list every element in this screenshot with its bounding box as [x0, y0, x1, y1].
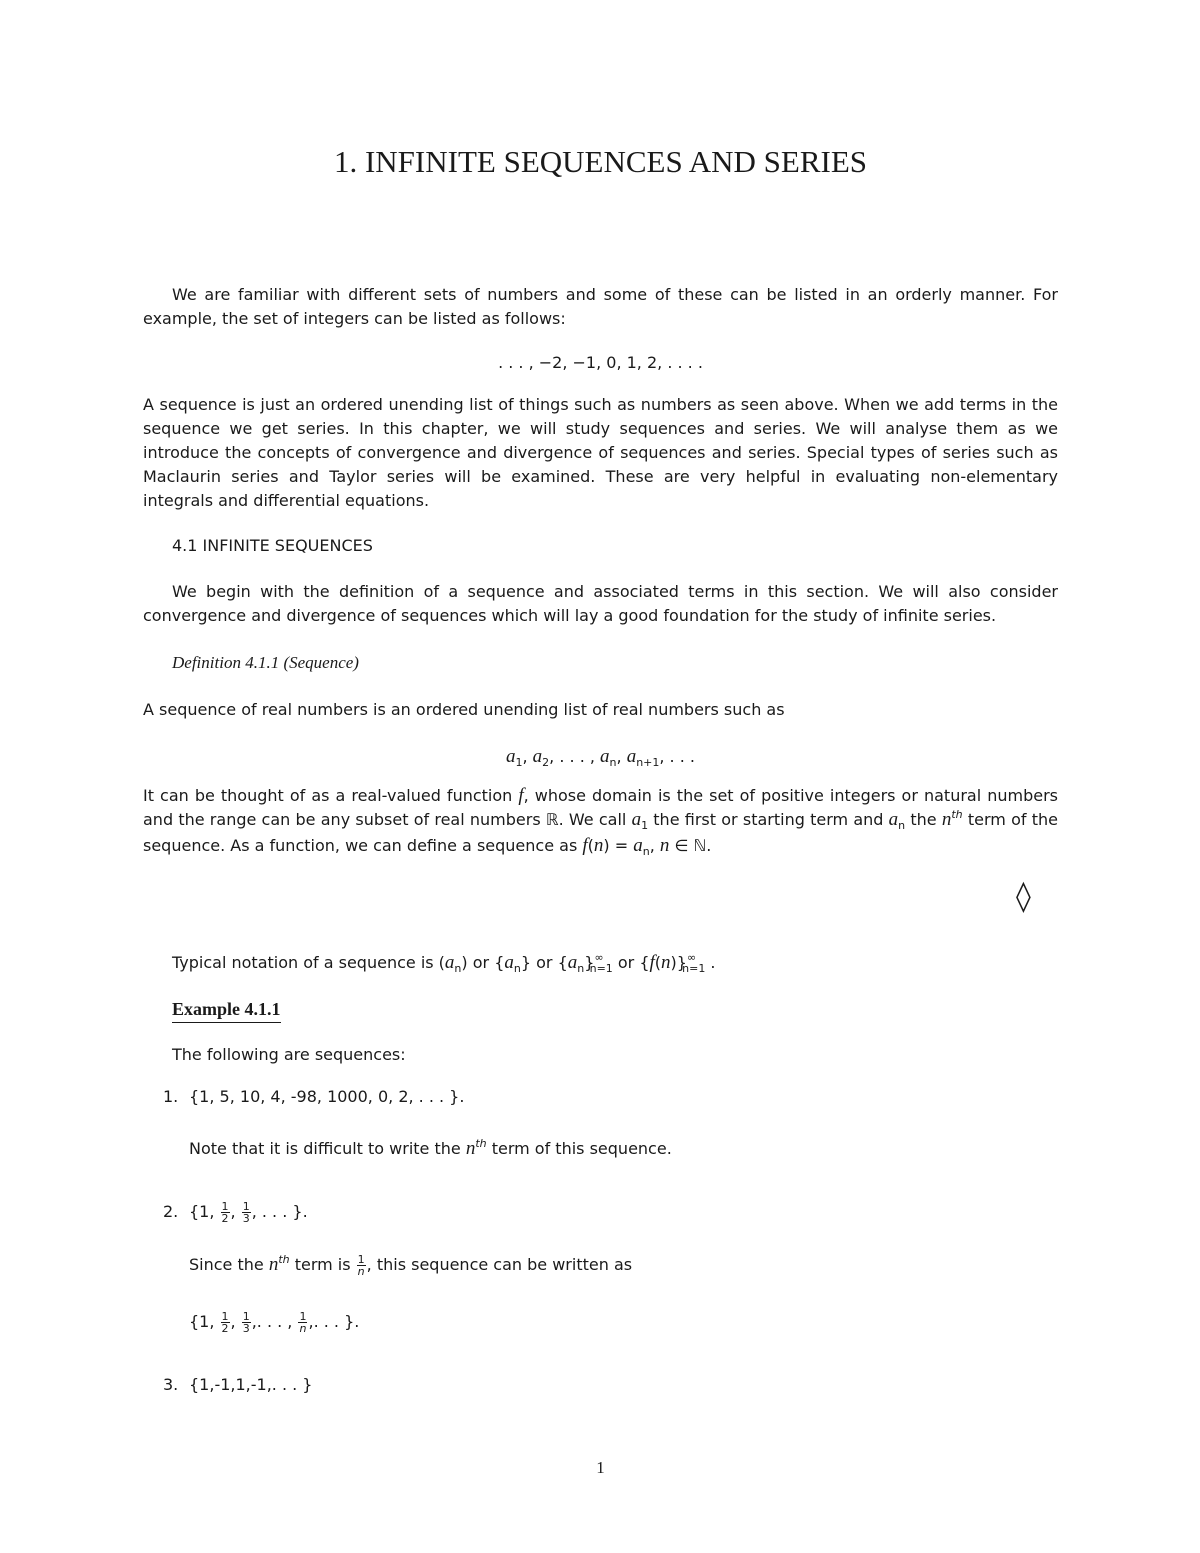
example-item-2-number: 2.: [163, 1202, 179, 1221]
example-title: Example 4.1.1: [172, 996, 281, 1023]
example-item-1-note: Note that it is difficult to write the $n^{th}$ term of this sequence.: [189, 1137, 672, 1159]
section-heading: 4.1 INFINITE SEQUENCES: [172, 536, 373, 555]
example-item-1-sequence: {1, 5, 10, 4, -98, 1000, 0, 2, . . . }.: [189, 1087, 465, 1106]
example-item-2-note: Since the $n^{th}$ term is $\frac{1}{n}$ , this sequence can be written as: [189, 1253, 633, 1278]
integer-list: . . . , −2, −1, 0, 1, 2, . . . .: [498, 353, 703, 372]
definition-explanation: It can be thought of as a real-valued function f, whose domain is the set of positive integers or natural numbers and the range can be any subset of real numbers ℝ. We call $a_1$ the first or starting term and $a_n$ the $n^{th}$ term of the sequence. As a function, we can define a sequence as $f(n) = a_n$, n ∈ ℕ.: [143, 785, 1058, 858]
example-item-1-number: 1.: [163, 1087, 179, 1106]
intro-paragraph-2: A sequence is just an ordered unending list of things such as numbers as seen above. When we add terms in the sequence we get series. In this chapter, we will study sequences and series. We will analyse them as we introduce the concepts of convergence and divergence of sequences and series. Special types of series such as Maclaurin series and Taylor series will be examined. These are very helpful in evaluating non-elementary integrals and differential equations.: [143, 395, 1058, 510]
end-of-definition-mark: ◊: [1016, 879, 1031, 914]
definition-label: Definition 4.1.1 (Sequence): [172, 653, 359, 672]
example-item-2-general-form: {1, $\frac{1}{2}$ , $\frac{1}{3}$ ,. . . , $\frac{1}{n}$ ,. . . }.: [189, 1310, 360, 1335]
example-intro: The following are sequences:: [172, 1045, 406, 1064]
notation-line: Typical notation of a sequence is $(a_n)$ or $\{a_n\}$ or $\{a_n\}^\infty_{n=1}$ or $\{f(n)\}^\infty_{n=1}$ .: [172, 951, 716, 975]
definition-sequence-formula: $a_1$, $a_2$, . . . , $a_n$, $a_{n+1}$, . . .: [506, 746, 695, 769]
example-item-3-number: 3.: [163, 1375, 179, 1394]
definition-text: A sequence of real numbers is an ordered unending list of real numbers such as: [143, 700, 785, 719]
section-paragraph: We begin with the definition of a sequence and associated terms in this section. We will also consider convergence and divergence of sequences which will lay a good foundation for the study of infinite series.: [143, 582, 1058, 625]
page-title: 1. INFINITE SEQUENCES AND SERIES: [333, 144, 868, 179]
intro-paragraph-1: We are familiar with different sets of numbers and some of these can be listed in an orderly manner. For example, the set of integers can be listed as follows:: [143, 285, 1058, 328]
example-item-3-sequence: {1,-1,1,-1,. . . }: [189, 1375, 313, 1394]
example-item-2-sequence: {1, $\frac{1}{2}$ , $\frac{1}{3}$ , . . . }.: [189, 1200, 308, 1225]
page-number: 1: [596, 1458, 605, 1477]
notation-text: Typical notation of a sequence is: [172, 953, 434, 972]
